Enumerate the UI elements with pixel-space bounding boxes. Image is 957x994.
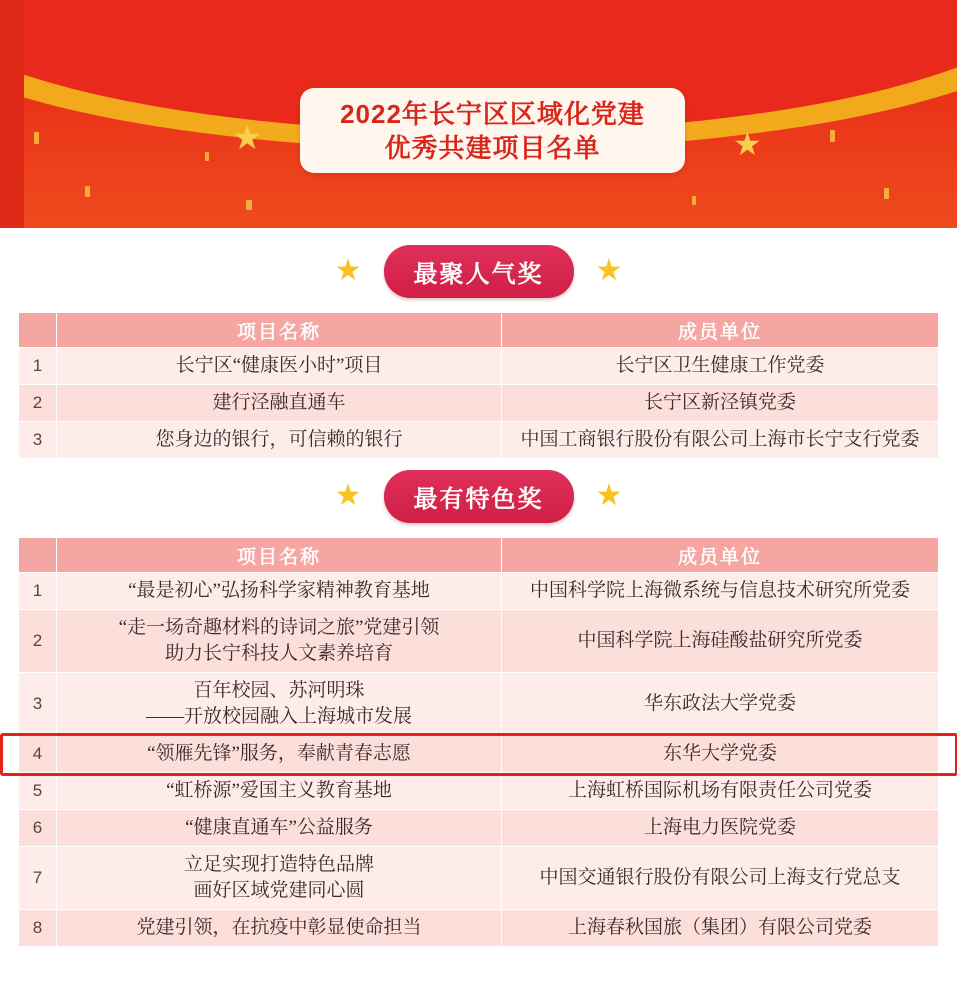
- decor-star-icon: ★: [595, 254, 623, 287]
- project-name-line: “虹桥源”爱国主义教育基地: [166, 780, 392, 801]
- row-index: 5: [19, 773, 57, 810]
- table-row: [19, 385, 939, 422]
- project-name-line: “健康直通车”公益服务: [185, 817, 373, 838]
- decor-sparkle: [830, 130, 835, 142]
- table-row: [19, 673, 939, 736]
- member-unit-cell: [502, 910, 939, 947]
- member-unit-line: 上海电力医院党委: [643, 817, 796, 838]
- member-unit-line: 上海春秋国旅（集团）有限公司党委: [567, 917, 872, 938]
- member-unit-line: 中国工商银行股份有限公司上海市长宁支行党委: [520, 429, 920, 450]
- member-unit-cell: [502, 385, 939, 422]
- award-section-header: [0, 459, 957, 533]
- decor-star-icon: ★: [733, 126, 762, 162]
- table-header-row: [19, 538, 939, 573]
- table-row: [19, 847, 939, 910]
- member-unit-line: 中国科学院上海微系统与信息技术研究所党委: [529, 580, 910, 601]
- row-index: 1: [19, 573, 57, 610]
- project-name-line: “领雁先锋”服务，奉献青春志愿: [147, 743, 411, 764]
- project-name-cell: [57, 910, 502, 947]
- row-index: 3: [19, 422, 57, 459]
- project-name-line: 画好区域党建同心圆: [193, 880, 365, 901]
- decor-sparkle: [884, 188, 889, 199]
- project-name-cell: [57, 673, 502, 736]
- project-name-cell: [57, 573, 502, 610]
- project-name-line: “最是初心”弘扬科学家精神教育基地: [128, 580, 430, 601]
- page-title-line2: 优秀共建项目名单: [384, 132, 601, 163]
- project-name-cell: [57, 422, 502, 459]
- table-row: [19, 422, 939, 459]
- project-name-line: 您身边的银行，可信赖的银行: [155, 429, 403, 450]
- table-row: [19, 736, 939, 773]
- project-name-line: “走一场奇趣材料的诗词之旅”党建引领: [118, 617, 440, 638]
- project-name-line: 助力长宁科技人文素养培育: [164, 643, 393, 664]
- row-index: 3: [19, 673, 57, 736]
- row-index: 6: [19, 810, 57, 847]
- decor-sparkle: [246, 200, 252, 210]
- award-title: 最有特色奖: [384, 470, 574, 523]
- decor-star-icon: ★: [232, 120, 263, 157]
- member-unit-cell: [502, 422, 939, 459]
- project-name-cell: [57, 847, 502, 910]
- decor-star-icon: ★: [334, 254, 362, 287]
- member-unit-cell: [502, 773, 939, 810]
- table-row: [19, 610, 939, 673]
- member-unit-cell: [502, 610, 939, 673]
- project-name-line: 建行泾融直通车: [212, 392, 346, 413]
- column-header-project: 项目名称: [57, 538, 502, 573]
- project-name-cell: [57, 610, 502, 673]
- member-unit-line: 中国交通银行股份有限公司上海支行党总支: [539, 867, 901, 888]
- row-index: 2: [19, 385, 57, 422]
- member-unit-line: 长宁区新泾镇党委: [643, 392, 796, 413]
- table-row: [19, 910, 939, 947]
- member-unit-cell: [502, 847, 939, 910]
- member-unit-cell: [502, 810, 939, 847]
- member-unit-line: 东华大学党委: [662, 743, 777, 764]
- decor-sparkle: [692, 196, 696, 205]
- project-name-line: 长宁区“健康医小时”项目: [175, 355, 383, 376]
- project-name-line: ——开放校园融入上海城市发展: [145, 706, 412, 727]
- project-name-line: 立足实现打造特色品牌: [183, 854, 374, 875]
- project-name-cell: [57, 385, 502, 422]
- column-header-project: 项目名称: [57, 313, 502, 348]
- member-unit-cell: [502, 673, 939, 736]
- row-index: 7: [19, 847, 57, 910]
- award-section-header: [0, 234, 957, 308]
- project-name-line: 百年校园、苏河明珠: [193, 680, 365, 701]
- row-index: 2: [19, 610, 57, 673]
- decor-star-icon: ★: [595, 479, 623, 512]
- page-banner: [0, 0, 957, 228]
- row-index: 8: [19, 910, 57, 947]
- column-header-unit: 成员单位: [502, 313, 939, 348]
- member-unit-line: 长宁区卫生健康工作党委: [615, 355, 825, 376]
- project-name-cell: [57, 810, 502, 847]
- banner-left-edge: [0, 0, 24, 228]
- decor-sparkle: [34, 132, 39, 144]
- table-row: [19, 810, 939, 847]
- table-row: [19, 573, 939, 610]
- member-unit-line: 中国科学院上海硅酸盐研究所党委: [577, 630, 863, 651]
- award-list-content: [0, 228, 957, 947]
- project-name-cell: [57, 773, 502, 810]
- column-header-index: [19, 538, 57, 573]
- row-index: 1: [19, 348, 57, 385]
- table-row: [19, 773, 939, 810]
- row-index: 4: [19, 736, 57, 773]
- title-card: [300, 88, 685, 173]
- award-table: [18, 312, 939, 459]
- member-unit-line: 上海虹桥国际机场有限责任公司党委: [567, 780, 872, 801]
- project-name-cell: [57, 736, 502, 773]
- table-row: [19, 348, 939, 385]
- member-unit-cell: [502, 348, 939, 385]
- page-title-line1: 2022年长宁区区域化党建: [340, 98, 645, 129]
- member-unit-line: 华东政法大学党委: [643, 693, 796, 714]
- decor-sparkle: [205, 152, 209, 161]
- decor-star-icon: ★: [334, 479, 362, 512]
- award-title: 最聚人气奖: [384, 245, 574, 298]
- project-name-line: 党建引领，在抗疫中彰显使命担当: [136, 917, 422, 938]
- column-header-index: [19, 313, 57, 348]
- column-header-unit: 成员单位: [502, 538, 939, 573]
- table-header-row: [19, 313, 939, 348]
- award-table: [18, 537, 939, 947]
- member-unit-cell: [502, 573, 939, 610]
- member-unit-cell: [502, 736, 939, 773]
- project-name-cell: [57, 348, 502, 385]
- decor-sparkle: [85, 186, 90, 197]
